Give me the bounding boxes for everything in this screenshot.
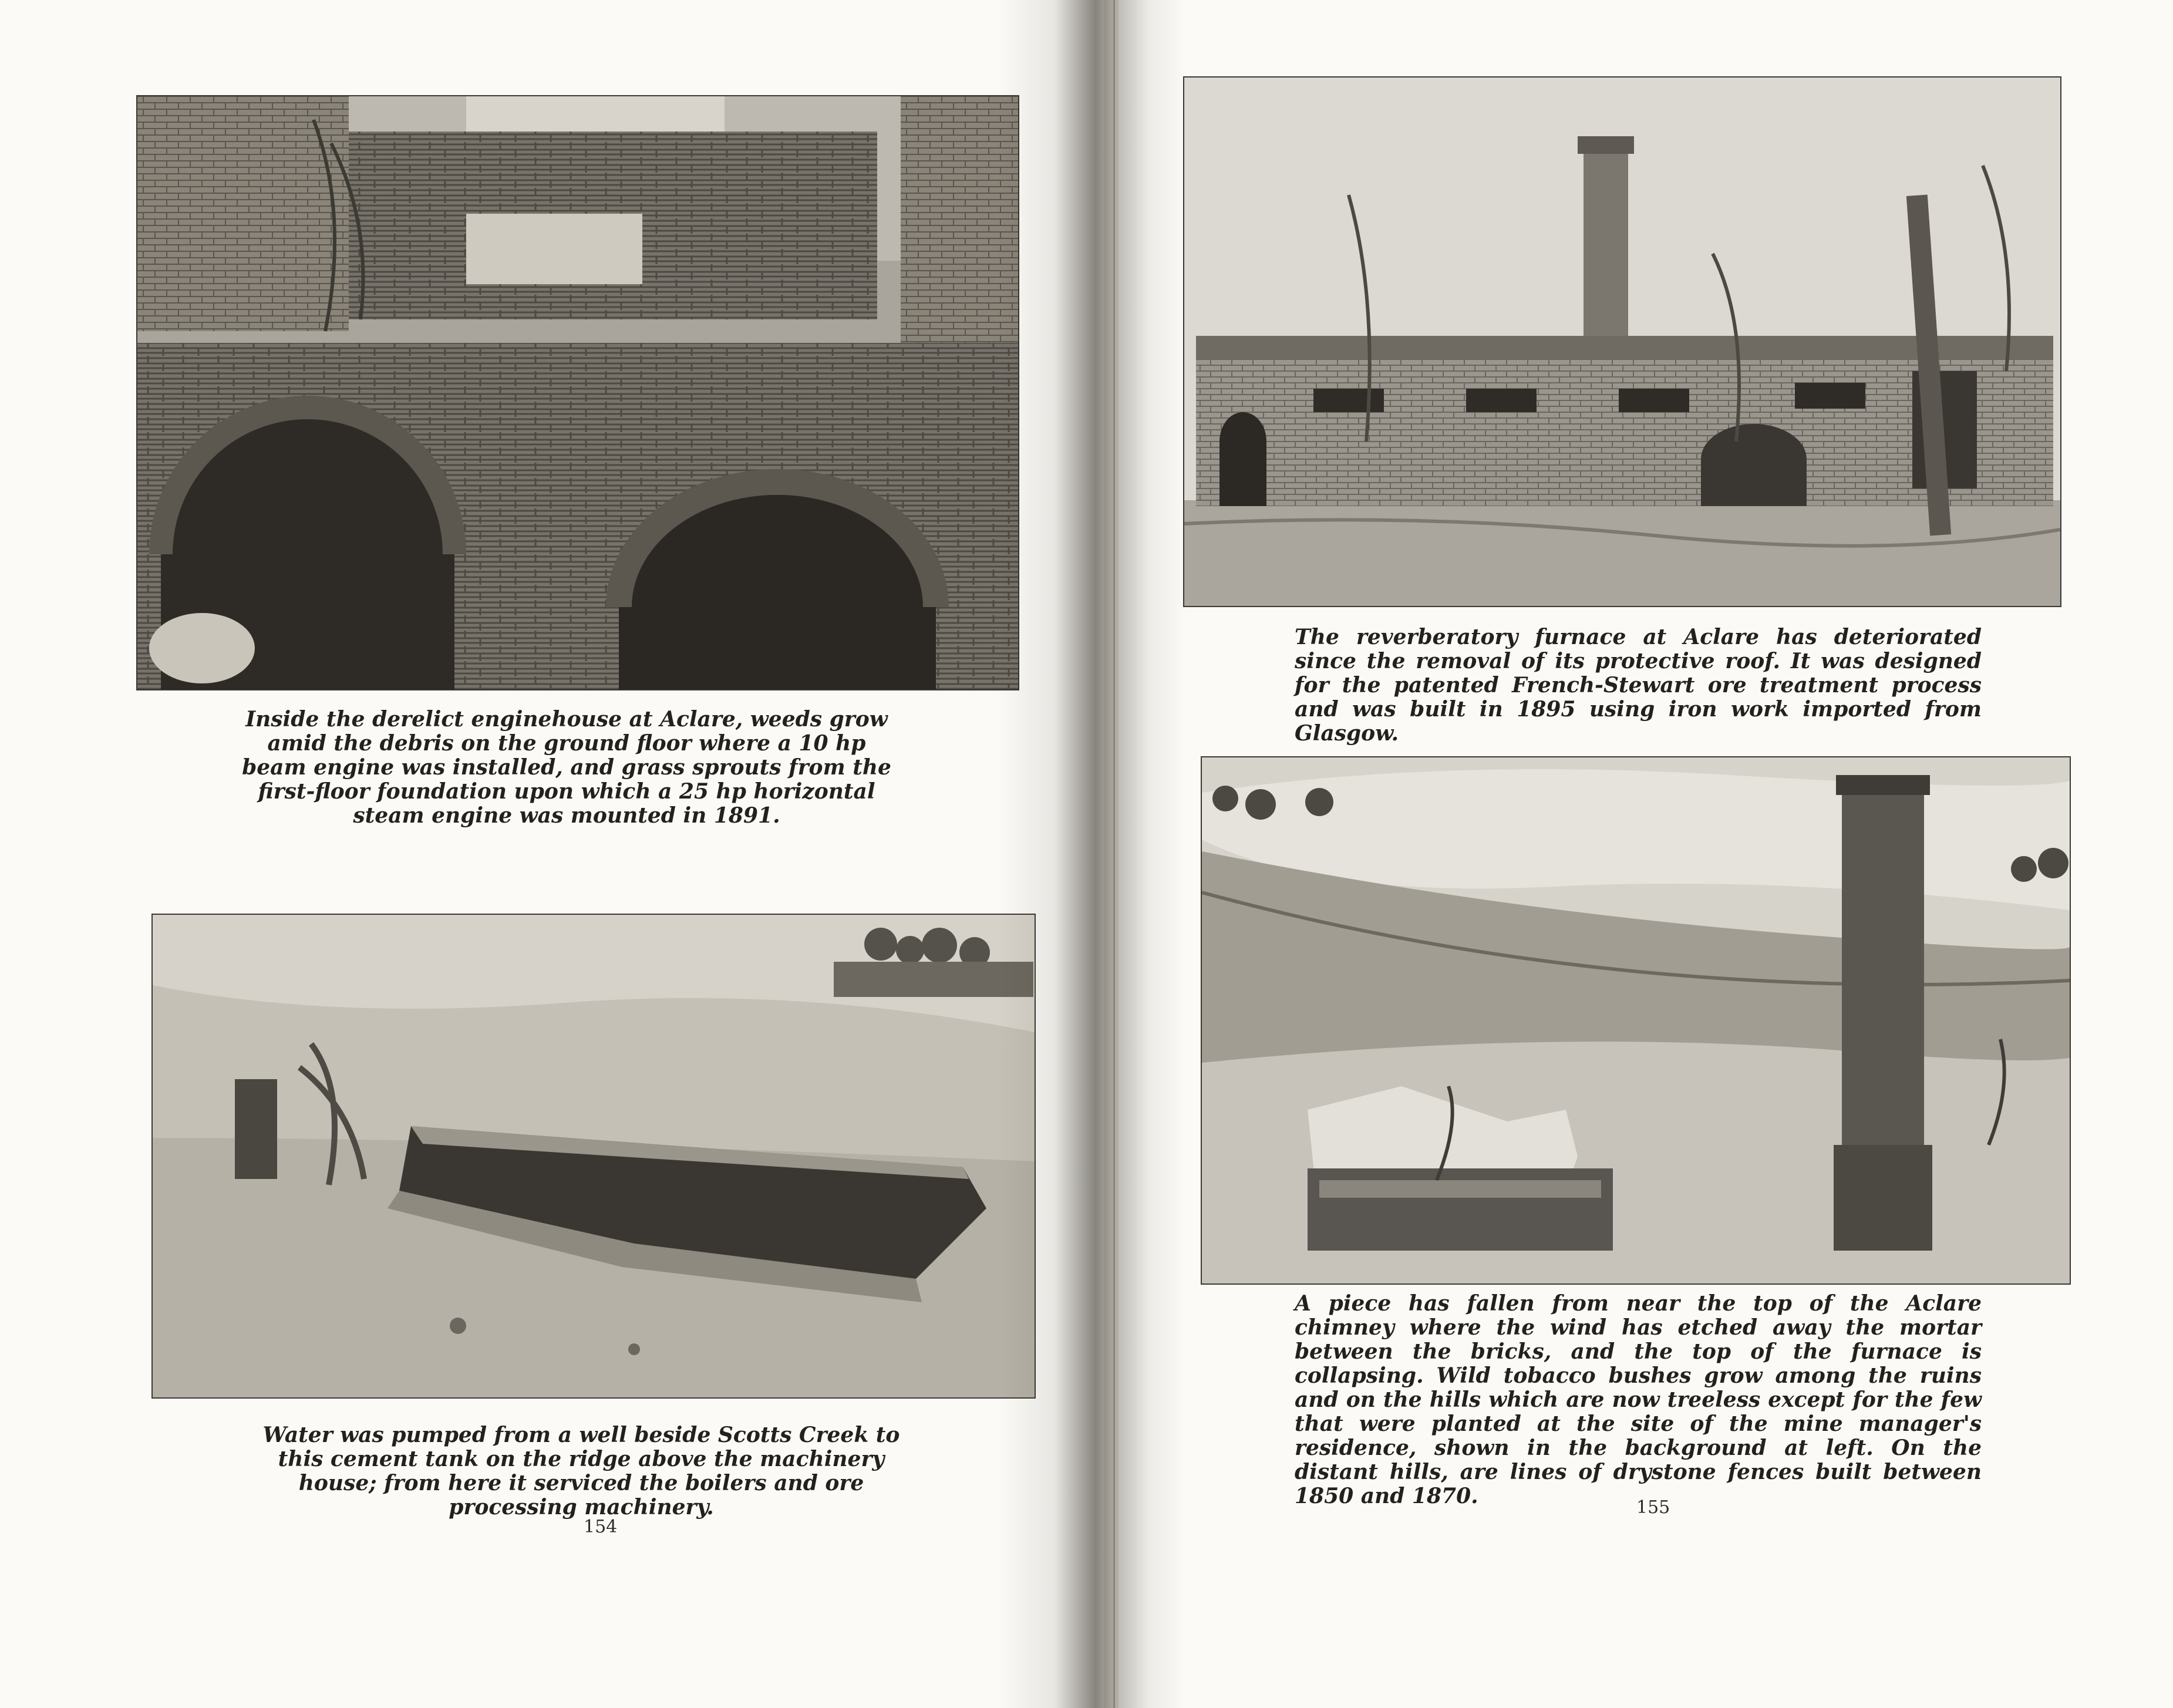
reverberatory-furnace-photo	[1183, 76, 2061, 607]
enginehouse-caption: Inside the derelict enginehouse at Aclare, weeds grow amid the debris on the ground floor where a 10 hp beam engine was installed, and grass sprouts from the first-floor foundation upon which a 25 hp horizontal steam engine was mounted in 1891.	[242, 707, 891, 828]
cement-tank-caption: Water was pumped from a well beside Scotts Creek to this cement tank on the ridge above the machinery house; from here it serviced the boilers and ore processing machinery.	[262, 1423, 900, 1520]
book-fold-line	[1113, 0, 1115, 1708]
cement-tank-photo	[151, 914, 1036, 1399]
right-page	[1118, 0, 2173, 1708]
page-number-left: 154	[584, 1517, 618, 1537]
page-number-right: 155	[1636, 1497, 1670, 1518]
aclare-chimney-photo	[1201, 756, 2071, 1285]
chimney-caption: A piece has fallen from near the top of the Aclare chimney where the wind has etched away the mortar between the bricks, and the top of the furnace is collapsing. Wild tobacco bushes grow among the ruins and on the hills which are now treeless except for the few that were planted at the site of the mine manager's residence, shown in the background at left. On the distant hills, are lines of drystone fences built between 1850 and 1870.	[1295, 1291, 1982, 1508]
book-gutter-shadow	[998, 0, 1186, 1708]
furnace-caption: The reverberatory furnace at Aclare has deteriorated since the removal of its protective roof. It was designed for the patented French-Stewart ore treatment process and was built in 1895 using iron work imported from Glasgow.	[1295, 625, 1982, 746]
enginehouse-ruin-photo	[136, 95, 1019, 690]
